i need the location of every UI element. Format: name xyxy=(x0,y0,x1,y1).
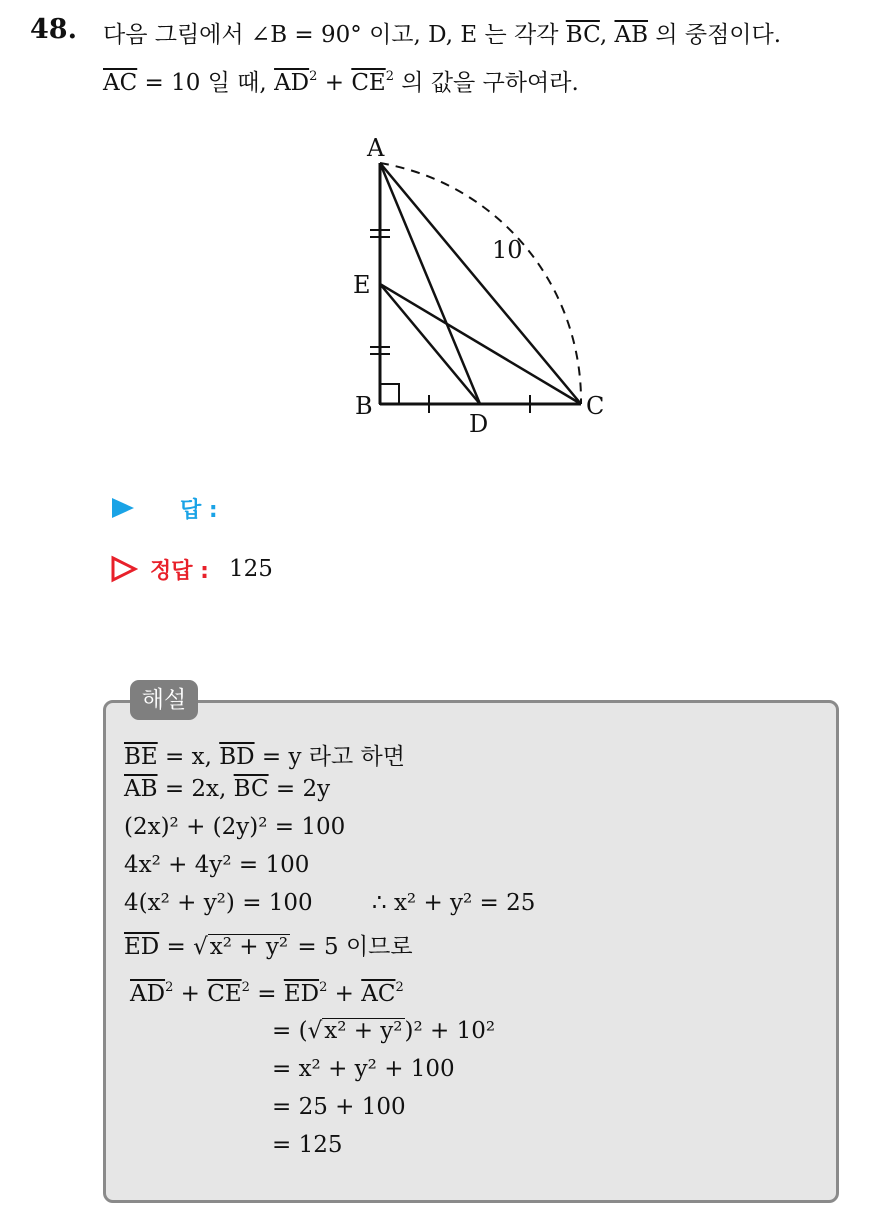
segment-ed: $\overline{ED}$ xyxy=(283,981,320,1007)
solution-text: )² + 10² xyxy=(404,1018,496,1044)
segment-bc: $\overline{BC}$ xyxy=(565,22,600,48)
segment-ab: $\overline{AB}$ xyxy=(614,22,649,48)
correct-answer-value: 125 xyxy=(228,556,273,582)
label-c: C xyxy=(586,392,605,420)
solution-text: = 2y xyxy=(268,776,331,802)
separator: , xyxy=(599,22,615,48)
question-text: 다음 그림에서 ∠B = 90° 이고, D, E 는 각각 xyxy=(103,22,566,48)
solution-line-11: = 125 xyxy=(272,1132,343,1158)
exponent: 2 xyxy=(165,980,174,995)
question-text-end: 의 중점이다. xyxy=(648,22,782,48)
equals-sign: = xyxy=(249,981,284,1007)
solution-line-6 xyxy=(124,928,413,961)
sqrt-radicand: x² + y² xyxy=(209,934,289,960)
problem-number: 48. xyxy=(30,14,77,45)
question-ask: 의 값을 구하여라. xyxy=(393,70,579,96)
solution-line-2 xyxy=(124,776,330,802)
segment-ed: $\overline{ED}$ xyxy=(124,934,160,960)
segment-be: $\overline{BE}$ xyxy=(124,744,158,770)
label-length-10: 10 xyxy=(492,236,523,264)
solution-text: = 5 이므로 xyxy=(290,934,413,960)
exponent: 2 xyxy=(395,980,404,995)
solution-line-8 xyxy=(272,1018,495,1044)
outline-triangle-icon xyxy=(110,555,138,583)
label-a: A xyxy=(367,134,385,162)
right-angle-mark xyxy=(380,384,399,404)
segment-ac: $\overline{AC}$ xyxy=(361,981,396,1007)
solution-line-7 xyxy=(130,980,404,1007)
segment-ad: $\overline{AD}$ xyxy=(130,981,166,1007)
correct-answer-row xyxy=(110,550,273,588)
segment-bc: $\overline{BC}$ xyxy=(233,776,269,802)
triangle-figure xyxy=(345,128,625,448)
solution-text: = y 라고 하면 xyxy=(254,744,405,770)
exponent: 2 xyxy=(309,69,318,84)
answer-label: 답 : xyxy=(180,497,218,523)
plus-sign: + xyxy=(327,981,362,1007)
solution-line-1 xyxy=(124,738,405,771)
solution-line-5-conclusion: ∴ x² + y² = 25 xyxy=(372,890,536,916)
segment-ed-line xyxy=(380,284,480,404)
segment-ce: $\overline{CE}$ xyxy=(351,70,386,96)
solution-line-4: 4x² + 4y² = 100 xyxy=(124,852,310,878)
exponent: 2 xyxy=(319,980,328,995)
segment-ad-line xyxy=(380,163,480,404)
answer-row xyxy=(110,490,218,526)
solution-tab: 해설 xyxy=(130,680,198,720)
segment-ad: $\overline{AD}$ xyxy=(274,70,310,96)
question-condition: = 10 일 때, xyxy=(137,70,275,96)
solution-text: = ( xyxy=(272,1018,308,1044)
plus-sign: + xyxy=(317,70,352,96)
label-e: E xyxy=(353,271,371,299)
label-b: B xyxy=(355,392,373,420)
equals-sign: = xyxy=(159,934,194,960)
solution-text: = x, xyxy=(157,744,220,770)
segment-ec-line xyxy=(380,284,581,404)
solution-line-9: = x² + y² + 100 xyxy=(272,1056,455,1082)
solution-text: = 2x, xyxy=(157,776,234,802)
solution-line-5: 4(x² + y²) = 100 xyxy=(124,890,313,916)
sqrt-radicand: x² + y² xyxy=(324,1018,403,1044)
exponent: 2 xyxy=(241,980,250,995)
solution-line-10: = 25 + 100 xyxy=(272,1094,406,1120)
question-line-1 xyxy=(103,16,781,49)
segment-ce: $\overline{CE}$ xyxy=(207,981,242,1007)
solution-line-3: (2x)² + (2y)² = 100 xyxy=(124,814,346,840)
label-d: D xyxy=(469,410,489,438)
segment-ac: $\overline{AC}$ xyxy=(103,70,138,96)
segment-ab: $\overline{AB}$ xyxy=(124,776,158,802)
segment-bd: $\overline{BD}$ xyxy=(219,744,255,770)
question-line-2 xyxy=(103,64,579,97)
plus-sign: + xyxy=(173,981,208,1007)
exponent: 2 xyxy=(385,69,394,84)
correct-answer-label: 정답 : xyxy=(150,558,209,584)
sqrt-sign: √ xyxy=(307,1018,323,1044)
play-triangle-icon xyxy=(110,496,136,520)
sqrt-sign: √ xyxy=(193,934,208,960)
